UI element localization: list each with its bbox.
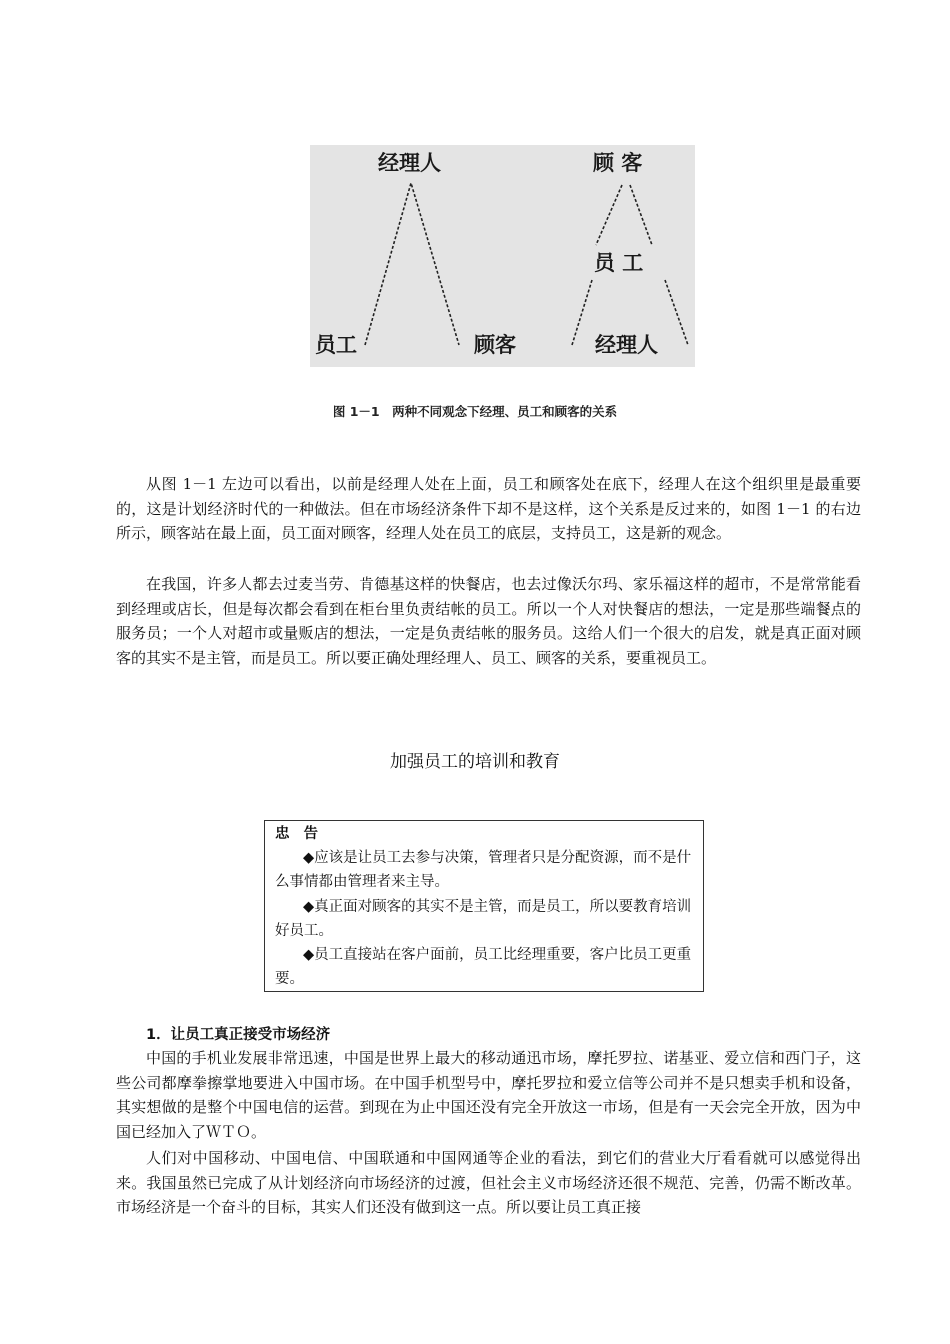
left-top-label: 经理人	[378, 151, 441, 175]
figure-caption: 图 1－1 两种不同观念下经理、员工和顾客的关系	[332, 404, 618, 419]
relationship-figure	[310, 145, 695, 367]
paragraph-2: 在我国，许多人都去过麦当劳、肯德基这样的快餐店，也去过像沃尔玛、家乐福这样的超市，不是常常能看到经理或店长，但是每次都会看到在柜台里负责结帐的员工。所以一个人对快餐店的想法，一定是那些端餐点的服务员；一个人对超市或量贩店的想法，一定是负责结帐的服务员。这给人们一个很大的启发，就是真正面对顾客的其实不是主管，而是员工。所以要正确处理经理人、员工、顾客的关系，要重视员工。	[116, 575, 861, 667]
right-bottom-label: 经理人	[595, 333, 658, 357]
left-bottom-left-label: 员工	[315, 333, 357, 357]
paragraph-1: 从图 1－1 左边可以看出，以前是经理人处在上面，员工和顾客处在底下，经理人在这个组织里是最重要的，这是计划经济时代的一种做法。但在市场经济条件下却不是这样，这个关系是反过来的，如图 1－1 的右边所示，顾客站在最上面，员工面对顾客，经理人处在员工的底层，支持员工，这是新的观念。	[116, 475, 861, 542]
advice-item: ◆应该是让员工去参与决策，管理者只是分配资源，而不是什么事情都由管理者来主导。	[275, 850, 692, 891]
right-diagram-right-line	[630, 185, 652, 245]
right-diagram-lower-left-line	[572, 280, 592, 345]
right-diagram-left-line	[596, 185, 622, 245]
section-title: 加强员工的培训和教育	[390, 752, 560, 772]
advice-item: ◆员工直接站在客户面前，员工比经理重要，客户比员工更重要。	[275, 947, 692, 988]
subsection-paragraph-1: 中国的手机业发展非常迅速，中国是世界上最大的移动通迅市场，摩托罗拉、诺基亚、爱立信和西门子，这些公司都摩拳擦掌地要进入中国市场。在中国手机型号中，摩托罗拉和爱立信等公司并不是只想卖手机和设备，其实想做的是整个中国电信的运营。到现在为止中国还没有完全开放这一市场，但是有一天会完全开放，因为中国已经加入了ＷＴＯ。	[116, 1049, 861, 1141]
right-top-label: 顾 客	[593, 151, 643, 175]
right-middle-label: 员 工	[594, 251, 644, 275]
advice-box	[264, 820, 704, 992]
advice-item: ◆真正面对顾客的其实不是主管，而是员工，所以要教育培训好员工。	[275, 898, 692, 939]
advice-title: 忠告	[275, 826, 332, 842]
right-diagram-lower-right-line	[665, 280, 688, 345]
subsection-paragraph-2: 人们对中国移动、中国电信、中国联通和中国网通等企业的看法，到它们的营业大厅看看就可以感觉得出来。我国虽然已完成了从计划经济向市场经济的过渡，但社会主义市场经济还很不规范、完善，仍需不断改革。市场经济是一个奋斗的目标，其实人们还没有做到这一点。所以要让员工真正接	[116, 1149, 861, 1216]
left-bottom-right-label: 顾客	[474, 333, 516, 357]
left-triangle	[365, 183, 459, 345]
subsection-heading: 1．让员工真正接受市场经济	[146, 1027, 331, 1043]
